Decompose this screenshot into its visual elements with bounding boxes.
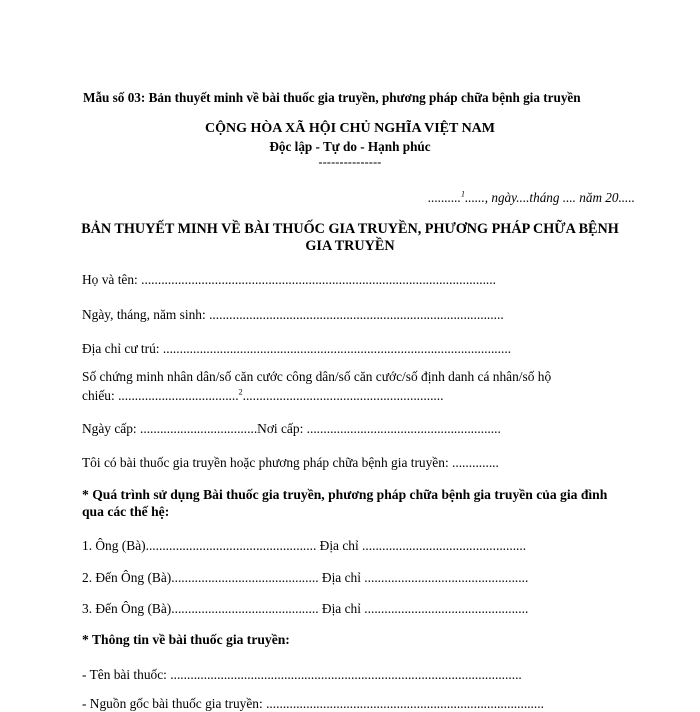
remedy-info-heading: * Thông tin về bài thuốc gia truyền: [82, 632, 290, 647]
usage-history-heading-continued: qua các thế hệ: [82, 504, 170, 519]
place-date-line [428, 190, 635, 206]
footnote-marker: 2 [238, 387, 243, 397]
date-of-birth-field[interactable]: Ngày, tháng, năm sinh: ........................................................................................ [82, 307, 504, 322]
generation-entry[interactable]: 2. Đến Ông (Bà)............................................ Địa chỉ ................................................. [82, 570, 529, 585]
remedy-name-field[interactable]: - Tên bài thuốc: ......................................................................................................... [82, 667, 522, 682]
place-blank: .......... [428, 190, 461, 205]
usage-history-heading: * Quá trình sử dụng Bài thuốc gia truyền, phương pháp chữa bệnh gia truyền của gia đình [82, 487, 608, 502]
id-number-label: Số chứng minh nhân dân/số căn cước công dân/số căn cước/số định danh cá nhân/số hộ [82, 369, 552, 384]
date-blank: ......, ngày....tháng .... năm 20..... [464, 190, 635, 205]
form-number: Mẫu số 03: Bản thuyết minh về bài thuốc gia truyền, phương pháp chữa bệnh gia truyền [83, 90, 581, 105]
footnote-marker: 1 [460, 189, 465, 199]
issue-date-place-field[interactable]: Ngày cấp: ...................................Nơi cấp: .......................................................... [82, 421, 501, 436]
document-title-continued: GIA TRUYỀN [305, 238, 395, 254]
nation-title: CỘNG HÒA XÃ HỘI CHỦ NGHĨA VIỆT NAM [204, 121, 495, 136]
id-number-field[interactable] [82, 388, 443, 404]
generation-entry[interactable]: 3. Đến Ông (Bà)............................................ Địa chỉ ................................................. [82, 601, 529, 616]
national-motto: Độc lập - Tự do - Hạnh phúc [269, 139, 431, 154]
remedy-origin-field[interactable]: - Nguồn gốc bài thuốc gia truyền: ................................................................................... [82, 696, 544, 711]
residence-address-field[interactable]: Địa chỉ cư trú: ........................................................................................................ [82, 341, 512, 356]
generation-entry[interactable]: 1. Ông (Bà)................................................... Địa chỉ ................................................. [82, 538, 527, 553]
full-name-field[interactable]: Họ và tên: .......................................................................................................... [82, 272, 496, 287]
motto-underline: --------------- [318, 155, 382, 169]
document-title: BẢN THUYẾT MINH VỀ BÀI THUỐC GIA TRUYỀN, PHƯƠNG PHÁP CHỮA BỆNH [81, 221, 619, 237]
id-number-blank: ............................................................ [242, 388, 444, 403]
family-remedy-field[interactable]: Tôi có bài thuốc gia truyền hoặc phương pháp chữa bệnh gia truyền: .............. [82, 455, 499, 470]
passport-blank: chiếu: .................................... [82, 388, 239, 403]
